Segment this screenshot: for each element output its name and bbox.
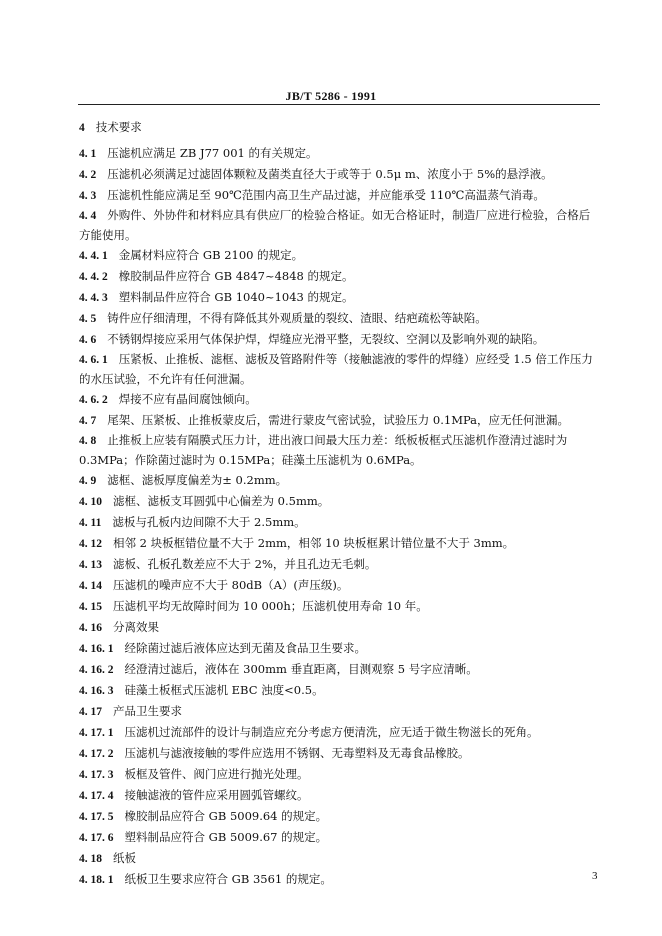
clause — [79, 308, 599, 329]
clause-text: 压滤机性能应满足至 90℃范围内高卫生产品过滤，并应能承受 110℃高温蒸气消毒。 — [107, 188, 545, 202]
clause — [79, 350, 599, 389]
clause-number: 4. 18. 1 — [79, 874, 114, 886]
clause-number: 4. 8 — [79, 435, 97, 447]
clause — [79, 743, 599, 764]
clause-number: 4. 4 — [79, 210, 97, 222]
clause-text: 压滤机应满足 ZB J77 001 的有关规定。 — [107, 146, 318, 160]
clause-number: 4. 17 — [79, 706, 102, 718]
clause-number: 4. 15 — [79, 601, 102, 613]
clause-number: 4. 4. 2 — [79, 271, 108, 283]
header-rule — [78, 104, 600, 105]
clause-number: 4. 12 — [79, 538, 102, 550]
clause-number: 4. 13 — [79, 559, 102, 571]
clause-number: 4. 16 — [79, 622, 102, 634]
clause-number: 4. 17. 2 — [79, 748, 114, 760]
clause — [79, 410, 599, 431]
clause-text: 压滤机平均无故障时间为 10 000h；压滤机使用寿命 10 年。 — [113, 599, 428, 613]
clause-text: 铸件应仔细清理，不得有降低其外观质量的裂纹、渣眼、结疤疏松等缺陷。 — [107, 311, 487, 325]
clause-text: 接触滤液的管件应采用圆弧管螺纹。 — [124, 788, 309, 802]
clause-text: 滤板、孔板孔数差应不大于 2%，并且孔边无毛刺。 — [113, 557, 377, 571]
clause — [79, 701, 599, 722]
clause — [79, 680, 599, 701]
clause-number: 4. 3 — [79, 190, 97, 202]
page-number: 3 — [592, 870, 598, 882]
clause-number: 4. 5 — [79, 313, 97, 325]
section-title: 技术要求 — [95, 120, 142, 134]
clause-text: 压滤机的噪声应不大于 80dB（A）(声压级)。 — [113, 578, 349, 592]
clause-text: 塑料制品件应符合 GB 1040~1043 的规定。 — [118, 290, 354, 304]
clause — [79, 143, 599, 164]
clause-number: 4. 16. 2 — [79, 664, 114, 676]
document-body — [79, 113, 599, 890]
clause — [79, 575, 599, 596]
clause-text: 纸板卫生要求应符合 GB 3561 的规定。 — [124, 872, 332, 886]
clause-text: 塑料制品应符合 GB 5009.67 的规定。 — [124, 830, 328, 844]
clause-text: 纸板 — [113, 851, 136, 865]
clause-number: 4. 6 — [79, 334, 97, 346]
clause-text: 不锈钢焊接应采用气体保护焊，焊缝应光滑平整，无裂纹、空洞以及影响外观的缺陷。 — [107, 332, 545, 346]
clause — [79, 491, 599, 512]
clause-text: 焊接不应有晶间腐蚀倾向。 — [118, 392, 257, 406]
clause-text: 止推板上应装有隔膜式压力计，进出液口间最大压力差：纸板板框式压滤机作澄清过滤时为 0.3MPa；作除菌过滤时为 0.15MPa；硅藻土压滤机为 0.6MPa。 — [79, 433, 568, 467]
clause — [79, 722, 599, 743]
clause-number: 4. 18 — [79, 853, 102, 865]
clause-number: 4. 11 — [79, 517, 102, 529]
clause-number: 4. 17. 3 — [79, 769, 114, 781]
standard-header: JB/T 5286 - 1991 — [285, 89, 377, 103]
clause — [79, 329, 599, 350]
clause-text: 板框及管件、阀门应进行抛光处理。 — [124, 767, 309, 781]
clause-list — [79, 143, 599, 890]
clause-text: 橡胶制品应符合 GB 5009.64 的规定。 — [124, 809, 328, 823]
clause-number: 4. 7 — [79, 415, 97, 427]
clause-text: 硅藻土板框式压滤机 EBC 浊度<0.5。 — [124, 683, 324, 697]
clause-number: 4. 6. 2 — [79, 394, 108, 406]
clause-text: 金属材料应符合 GB 2100 的规定。 — [118, 248, 304, 262]
clause-text: 压滤机必须满足过滤固体颗粒及菌类直径大于或等于 0.5μ m、浓度小于 5%的悬浮液。 — [107, 167, 553, 181]
clause — [79, 764, 599, 785]
clause — [79, 596, 599, 617]
clause-number: 4. 9 — [79, 475, 97, 487]
clause-number: 4. 2 — [79, 169, 97, 181]
clause-number: 4. 1 — [79, 148, 97, 160]
clause — [79, 659, 599, 680]
clause — [79, 164, 599, 185]
clause-text: 外购件、外协件和材料应具有供应厂的检验合格证。如无合格证时，制造厂应进行检验，合格后方能使用。 — [79, 208, 591, 242]
clause-text: 相邻 2 块板框错位量不大于 2mm，相邻 10 块板框累计错位量不大于 3mm。 — [113, 536, 515, 550]
clause — [79, 554, 599, 575]
clause-number: 4. 17. 5 — [79, 811, 114, 823]
clause-text: 产品卫生要求 — [113, 704, 182, 718]
clause — [79, 848, 599, 869]
clause-text: 滤框、滤板支耳圆弧中心偏差为 0.5mm。 — [113, 494, 330, 508]
clause — [79, 869, 599, 890]
clause-number: 4. 17. 1 — [79, 727, 114, 739]
clause — [79, 266, 599, 287]
clause-number: 4. 4. 1 — [79, 250, 108, 262]
clause-text: 经除菌过滤后液体应达到无菌及食品卫生要求。 — [124, 641, 366, 655]
clause — [79, 389, 599, 410]
clause-text: 经澄清过滤后，液体在 300mm 垂直距离，目测观察 5 号字应清晰。 — [124, 662, 478, 676]
clause — [79, 431, 599, 470]
clause-text: 压滤机与滤液接触的零件应选用不锈钢、无毒塑料及无毒食品橡胶。 — [124, 746, 470, 760]
clause-number: 4. 10 — [79, 496, 102, 508]
clause-text: 分离效果 — [113, 620, 159, 634]
clause-number: 4. 14 — [79, 580, 102, 592]
clause — [79, 785, 599, 806]
section-number: 4 — [79, 122, 85, 134]
clause — [79, 206, 599, 245]
clause — [79, 470, 599, 491]
clause-text: 滤框、滤板厚度偏差为± 0.2mm。 — [107, 473, 288, 487]
clause-text: 尾架、压紧板、止推板蒙皮后，需进行蒙皮气密试验，试验压力 0.1MPa，应无任何泄漏。 — [107, 413, 570, 427]
clause-text: 压紧板、止推板、滤框、滤板及管路附件等（接触滤液的零件的焊缝）应经受 1.5 倍工作压力的水压试验，不允许有任何泄漏。 — [79, 352, 593, 386]
section-heading — [79, 117, 599, 138]
clause — [79, 638, 599, 659]
clause-number: 4. 4. 3 — [79, 292, 108, 304]
clause — [79, 617, 599, 638]
clause — [79, 512, 599, 533]
clause-number: 4. 16. 3 — [79, 685, 114, 697]
clause — [79, 533, 599, 554]
clause — [79, 185, 599, 206]
clause-number: 4. 17. 6 — [79, 832, 114, 844]
clause-text: 橡胶制品件应符合 GB 4847~4848 的规定。 — [118, 269, 354, 283]
clause — [79, 245, 599, 266]
clause-number: 4. 17. 4 — [79, 790, 114, 802]
clause — [79, 806, 599, 827]
clause-text: 压滤机过流部件的设计与制造应充分考虑方便清洗，应无适于微生物滋长的死角。 — [124, 725, 539, 739]
clause-text: 滤板与孔板内边间隙不大于 2.5mm。 — [112, 515, 306, 529]
clause-number: 4. 6. 1 — [79, 354, 108, 366]
clause — [79, 287, 599, 308]
clause-number: 4. 16. 1 — [79, 643, 114, 655]
clause — [79, 827, 599, 848]
